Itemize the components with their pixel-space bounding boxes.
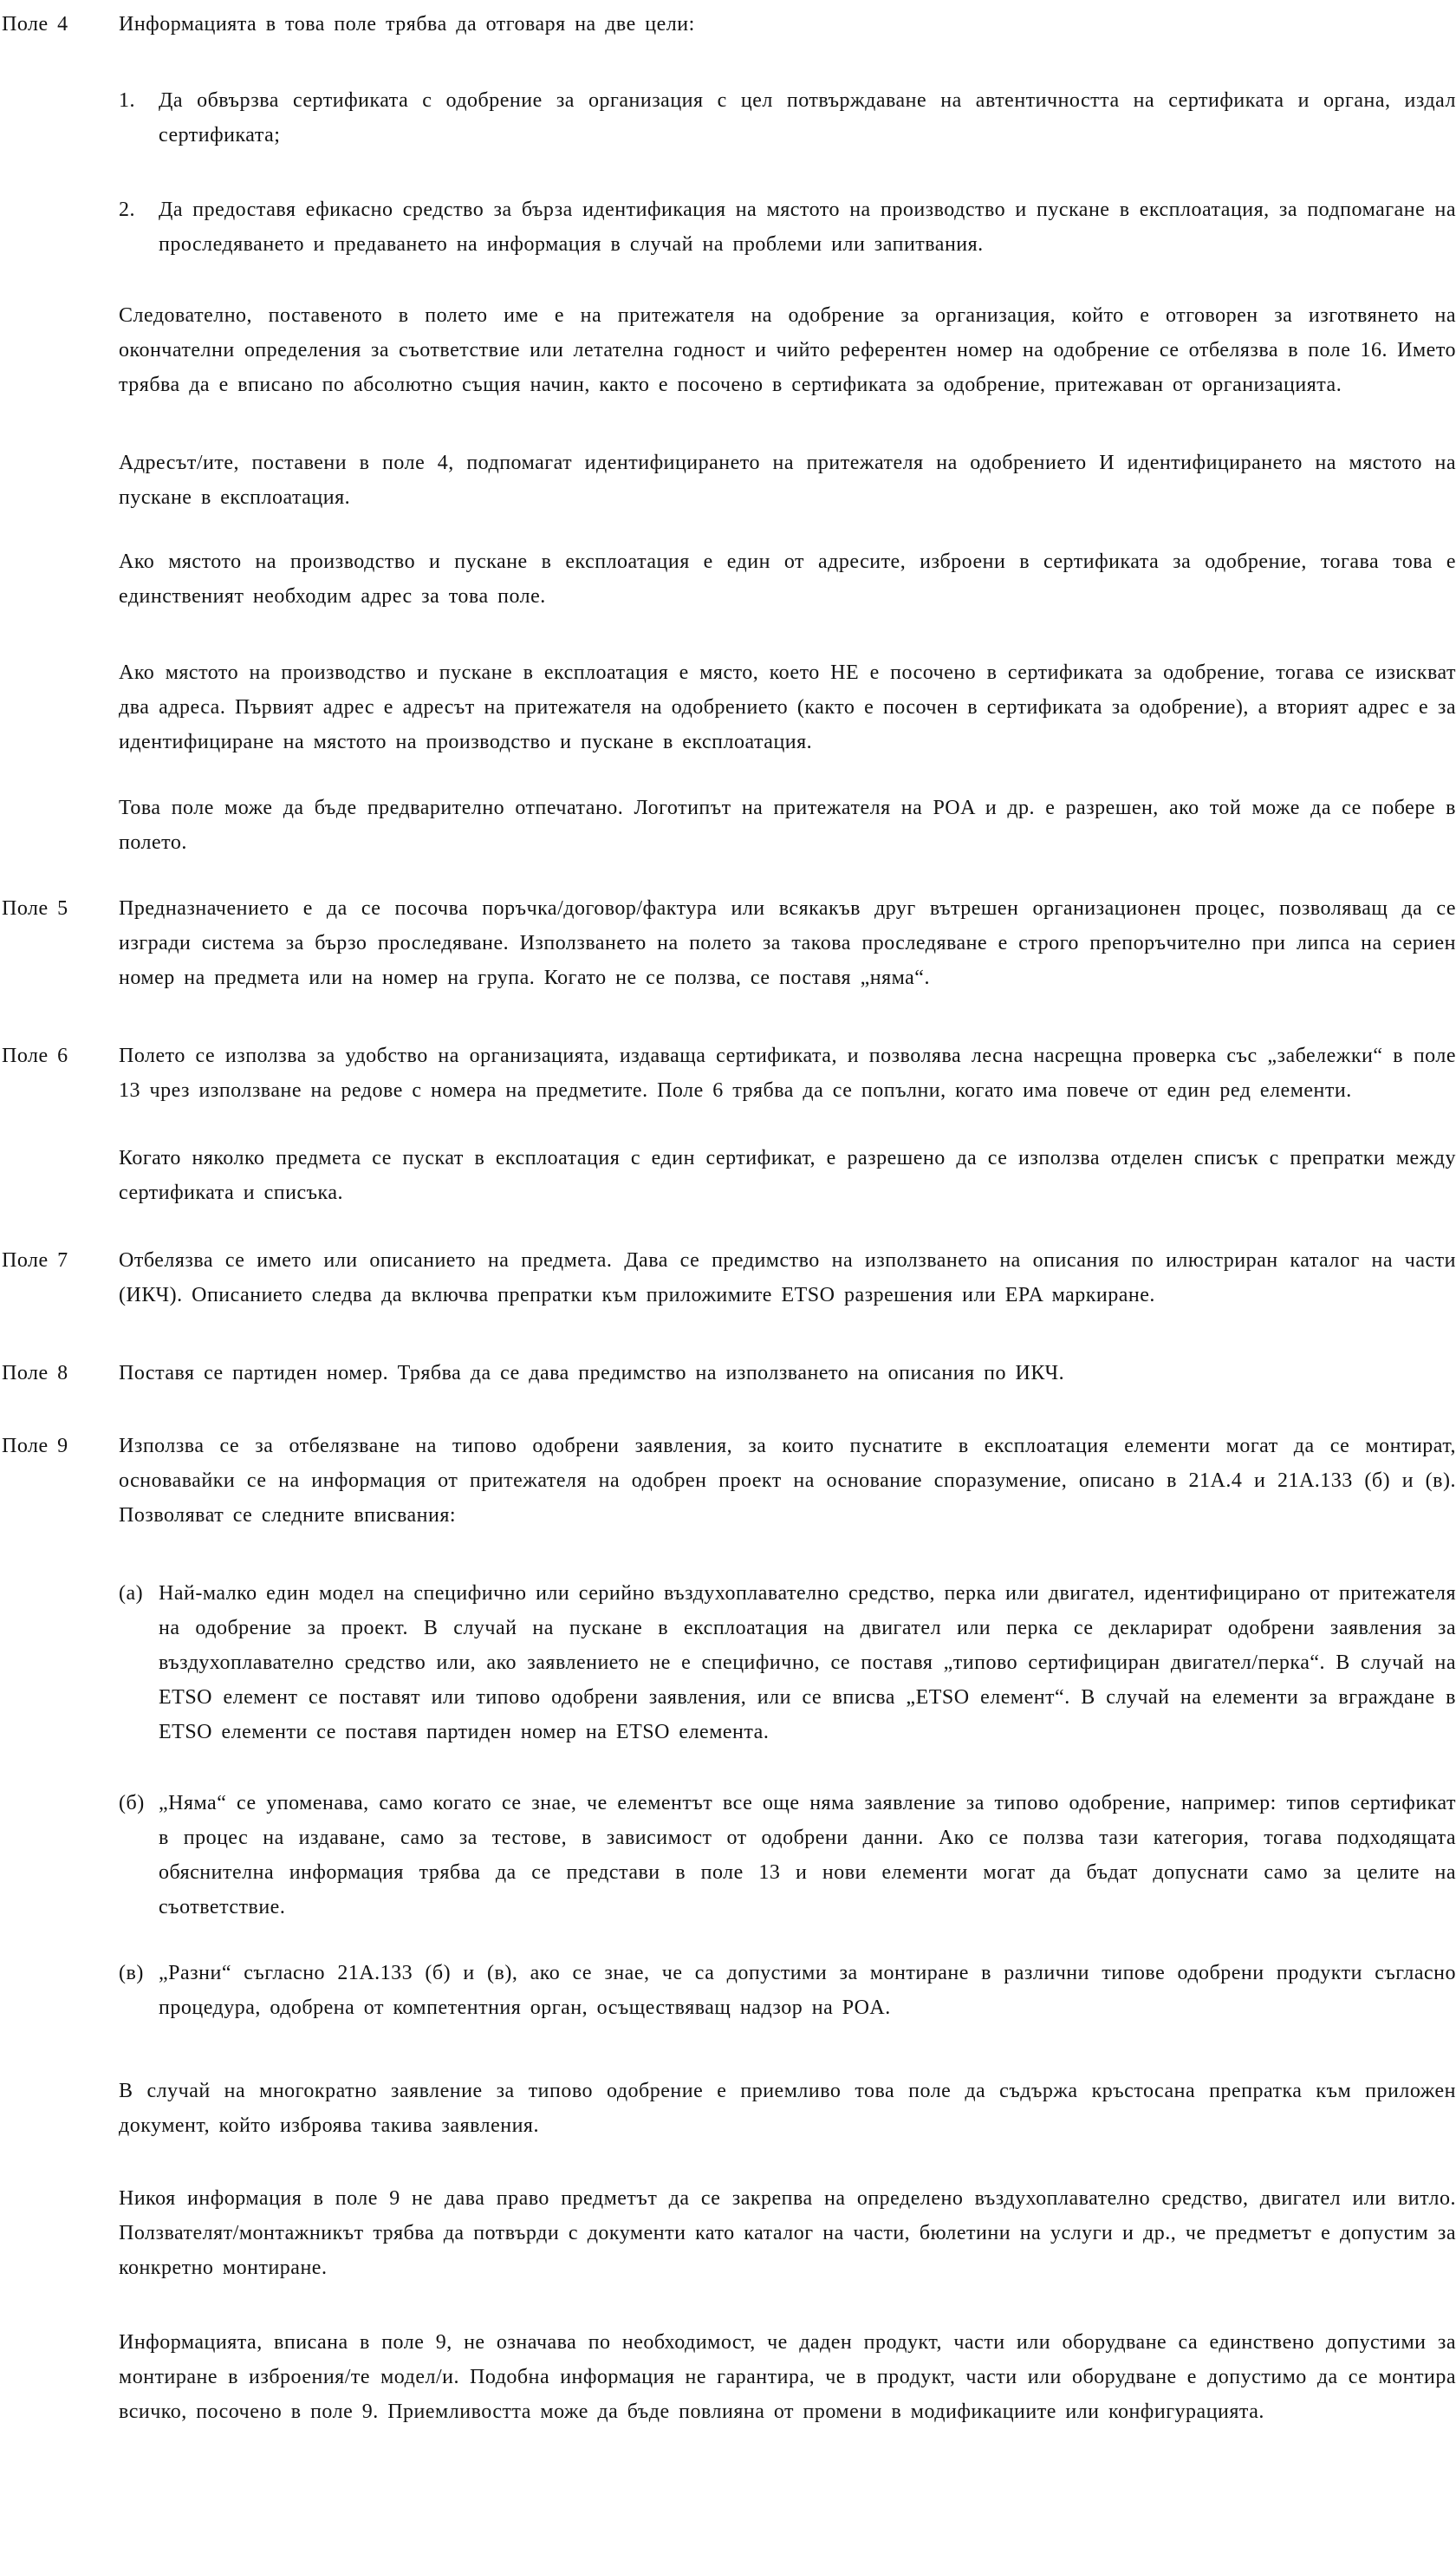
paragraph: Поставя се партиден номер. Трябва да се дава предимство на използването на описания по ИКЧ. — [119, 1362, 1065, 1384]
paragraph: Информацията, вписана в поле 9, не означава по необходимост, че даден продукт, части или оборудване са единствено допустими за монтиране в изброения/те модел/и. Подобна информация не гарантира, че в продукт, части или оборудване е допустимо да се монтира всичко, посочено в поле 9. Приемливостта може да бъде повлияна от промени в модификациите или конфигурацията. — [119, 2331, 1456, 2423]
list-marker: 2. — [119, 199, 135, 221]
list-item-text: „Няма“ се упоменава, само когато се знае, че елементът все още няма заявление за типово одобрение, например: типов сертификат в процес на издаване, само за тестове, в зависимост от одобрени данни. Ако се ползва тази категория, тогава подходящата обяснителна информация трябва да се представи в поле 13 и нови елементи могат да бъдат допуснати само за целите на съответствие. — [159, 1792, 1456, 1918]
paragraph: Следователно, поставеното в полето име е на притежателя на одобрение за организация, който е отговорен за изготвянето на окончателни определения за съответствие или летателна годност и чийто референтен номер на одобрение се отбелязва в поле 16. Името трябва да е вписано по абсолютно същия начин, както е посочено в сертификата за одобрение, притежаван от организацията. — [119, 304, 1456, 396]
field-content — [119, 1356, 1456, 1391]
field-label: Поле 4 — [2, 13, 68, 36]
paragraph: Предназначението е да се посочва поръчка/договор/фактура или всякакъв друг вътрешен организационен процес, позволяващ да се изгради система за бързо проследяване. Използването на полето за такова проследяване е строго препоръчително при липса на сериен номер на предмета или на номер на група. Когато не се ползва, се поставя „няма“. — [119, 897, 1456, 989]
list-item — [119, 1576, 1456, 1749]
list-item — [119, 192, 1456, 262]
section-pole-5 — [0, 891, 1456, 995]
list-item — [119, 1786, 1456, 1925]
list-item — [119, 1956, 1456, 2025]
section-pole-9 — [0, 1429, 1456, 2429]
field-content — [119, 7, 1456, 860]
paragraph: Ако мястото на производство и пускане в експлоатация е място, което НЕ е посочено в сертификата за одобрение, тогава се изискват два адреса. Първият адрес е адресът на притежателя на одобрението (както е посочен в сертификата за одобрение), а вторият адрес е за идентифициране на мястото на производство и пускане в експлоатация. — [119, 661, 1456, 753]
field-label: Поле 5 — [2, 897, 68, 920]
paragraph: Адресът/ите, поставени в поле 4, подпомагат идентифицирането на притежателя на одобрението И идентифицирането на мястото на пускане в експлоатация. — [119, 452, 1456, 509]
paragraph: Информацията в това поле трябва да отговаря на две цели: — [119, 13, 695, 36]
section-pole-8 — [0, 1356, 1456, 1391]
list-marker: (б) — [119, 1792, 145, 1814]
section-pole-6 — [0, 1039, 1456, 1210]
field-content — [119, 1243, 1456, 1313]
field-label: Поле 6 — [2, 1045, 68, 1067]
list-marker: 1. — [119, 89, 135, 112]
paragraph: Използва се за отбелязване на типово одобрени заявления, за които пуснатите в експлоатация елементи могат да се монтират, основавайки се на информация от притежателя на одобрен проект на основание споразумение, описано в 21A.4 и 21A.133 (б) и (в). Позволяват се следните вписвания: — [119, 1435, 1456, 1527]
paragraph: Отбелязва се името или описанието на предмета. Дава се предимство на използването на описания по илюстриран каталог на части (ИКЧ). Описанието следва да включва препратки към приложимите ETSO разрешения или EPA маркиране. — [119, 1249, 1456, 1306]
paragraph: В случай на многократно заявление за типово одобрение е приемливо това поле да съдържа кръстосана препратка към приложен документ, който изброява такива заявления. — [119, 2080, 1456, 2137]
paragraph: Ако мястото на производство и пускане в експлоатация е един от адресите, изброени в сертификата за одобрение, тогава това е единственият необходим адрес за това поле. — [119, 550, 1456, 608]
list-item-text: Най-малко един модел на специфично или серийно въздухоплавателно средство, перка или двигател, идентифицирано от притежателя на одобрение за проект. В случай на пускане в експлоатация на двигател или перка се декларират одобрени заявления за въздухоплавателно средство или, ако заявлението не е специфично, се поставя „типово сертифициран двигател/перка“. В случай на ETSO елемент се поставят или типово одобрени заявления, или се вписва „ETSO елемент“. В случай на елементи за вграждане в ETSO елементи се поставя партиден номер на ETSO елемента. — [159, 1582, 1456, 1743]
paragraph: Никоя информация в поле 9 не дава право предметът да се закрепва на определено въздухоплавателно средство, двигател или витло. Ползвателят/монтажникът трябва да потвърди с документи като каталог на части, бюлетини на услуги и др., че предметът е допустим за конкретно монтиране. — [119, 2187, 1456, 2279]
field-content — [119, 1039, 1456, 1210]
section-pole-4 — [0, 7, 1456, 860]
list-item-text: „Разни“ съгласно 21A.133 (б) и (в), ако се знае, че са допустими за монтиране в различни типове одобрени продукти съгласно процедура, одобрена от компетентния орган, осъществяващ надзор на POA. — [159, 1962, 1456, 2019]
paragraph: Това поле може да бъде предварително отпечатано. Логотипът на притежателя на POA и др. е разрешен, ако той може да се побере в полето. — [119, 797, 1456, 854]
field-content — [119, 891, 1456, 995]
list-marker: (в) — [119, 1962, 144, 1984]
section-pole-7 — [0, 1243, 1456, 1313]
field-label: Поле 8 — [2, 1362, 68, 1384]
paragraph: Когато няколко предмета се пускат в експлоатация с един сертификат, е разрешено да се използва отделен списък с препратки между сертификата и списъка. — [119, 1147, 1456, 1204]
list-marker: (а) — [119, 1582, 144, 1605]
field-label: Поле 9 — [2, 1435, 68, 1457]
field-label: Поле 7 — [2, 1249, 68, 1272]
list-item — [119, 83, 1456, 153]
paragraph: Полето се използва за удобство на организацията, издаваща сертификата, и позволява лесна насрещна проверка със „забележки“ в поле 13 чрез използване на редове с номера на предметите. Поле 6 трябва да се попълни, когато има повече от един ред елементи. — [119, 1045, 1456, 1102]
list-item-text: Да предоставя ефикасно средство за бърза идентификация на мястото на производство и пускане в експлоатация, за подпомагане на проследяването и предаването на информация в случай на проблеми или запитвания. — [159, 199, 1456, 256]
list-item-text: Да обвързва сертификата с одобрение за организация с цел потвърждаване на автентичността на сертификата и органа, издал сертификата; — [159, 89, 1456, 147]
field-content — [119, 1429, 1456, 2429]
